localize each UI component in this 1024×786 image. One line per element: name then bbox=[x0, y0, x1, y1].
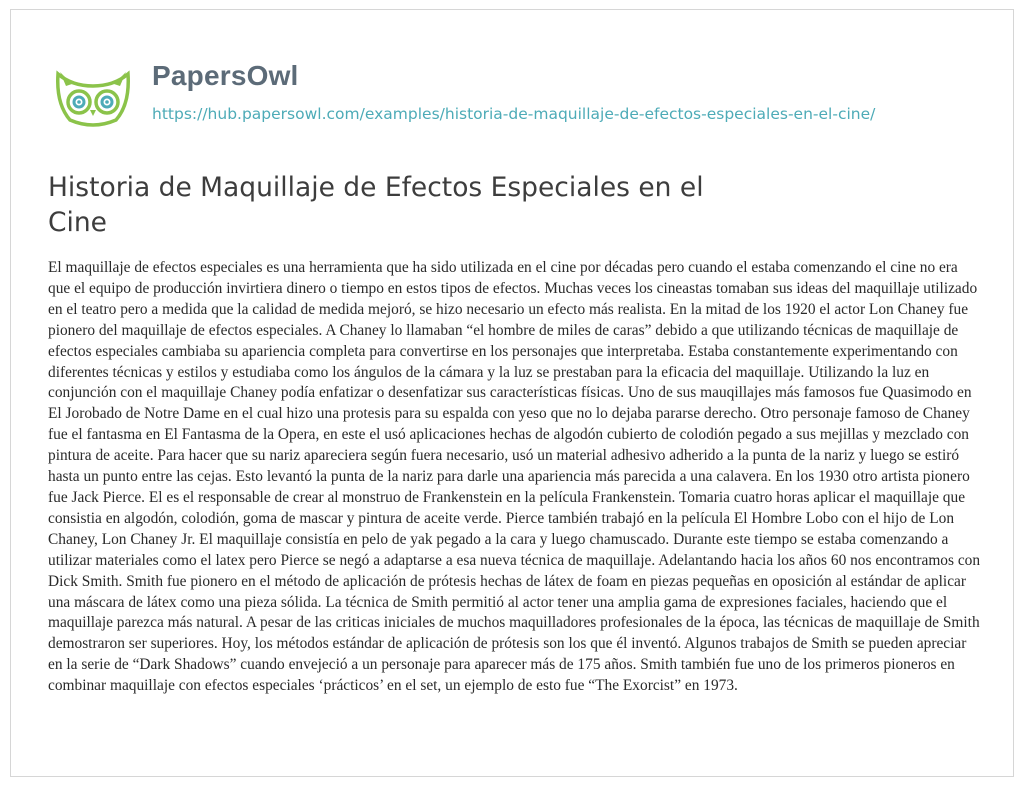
brand-name: PapersOwl bbox=[152, 60, 299, 91]
header bbox=[48, 60, 988, 130]
owl-icon bbox=[48, 64, 138, 128]
article-title: Historia de Maquillaje de Efectos Especiales en el Cine bbox=[48, 172, 704, 238]
article-body: El maquillaje de efectos especiales es una herramienta que ha sido utilizada en el cine por décadas pero cuando el estaba comenzando el cine no era que el equipo de producción invirtiera dinero o tiempo en estos tipos de efectos. Muchas veces los cineastas tomaban sus ideas del maquillaje utilizado en el teatro pero a medida que la calidad de medida mejoró, se hizo necesario un efecto más realista. En la mitad de los 1920 el actor Lon Chaney fue pionero del maquillaje de efectos especiales. A Chaney lo llamaban “el hombre de miles de caras” debido a que utilizando técnicas de maquillaje de efectos especiales cambiaba su apariencia completa para convertirse en los personajes que interpretaba. Estaba constantemente experimentando con diferentes técnicas y estilos y estudiaba como los ángulos de la cámara y la luz se prestaban para la eficacia del maquillaje. Utilizando la luz en conjunción con el maquillaje Chaney podía enfatizar o desenfatizar sus características físicas. Uno de sus mauqillajes más famosos fue Quasimodo en El Jorobado de Notre Dame en el cual hizo una protesis para su espalda con yeso que no lo dejaba pararse derecho. Otro personaje famoso de Chaney fue el fantasma en El Fantasma de la Opera, en este el usó aplicaciones hechas de algodón cubierto de colodión pegado a sus mejillas y mezclado con pintura de aceite. Para hacer que su nariz apareciera según fuera necesario, usó un material adhesivo adherido a la punta de la nariz y luego se estiró hasta un punto entre las cejas. Esto levantó la punta de la nariz para darle una apariencia más parecida a una calavera. En los 1930 otro artista pionero fue Jack Pierce. El es el responsable de crear al monstruo de Frankenstein en la película Frankenstein. Tomaria cuatro horas aplicar el maquillaje que consistia en algodón, colodión, goma de mascar y pintura de aceite verde. Pierce también trabajó en la película El Hombre Lobo con el hijo de Lon Chaney, Lon Chaney Jr. El maquillaje consistía en pelo de yak pegado a la cara y luego chamuscado. Durante este tiempo se estaba comenzando a utilizar materiales como el latex pero Pierce se negó a adaptarse a esa nueva técnica de maquillaje. Adelantando hacia los años 60 nos encontramos con Dick Smith. Smith fue pionero en el método de aplicación de prótesis hechas de látex de foam en piezas pequeñas en oposición al estándar de aplicar una máscara de látex como una pieza sólida. La técnica de Smith permitió al actor tener una amplia gama de expresiones faciales, haciendo que el maquillaje parezca más natural. A pesar de las criticas iniciales de muchos maquilladores profesionales de la época, las técnicas de maquillaje de Smith demostraron ser superiores. Hoy, los métodos estándar de aplicación de prótesis son los que él inventó. Algunos trabajos de Smith se pueden apreciar en la serie de “Dark Shadows” cuando envejeció a un personaje para aparecer más de 175 años. Smith también fue uno de los primeros pioneros en combinar maquillaje con efectos especiales ‘prácticos’ en el set, un ejemplo de esto fue “The Exorcist” en 1973. bbox=[48, 259, 981, 695]
source-url[interactable]: https://hub.papersowl.com/examples/historia-de-maquillaje-de-efectos-especiales-en-el-cine/ bbox=[152, 105, 876, 123]
